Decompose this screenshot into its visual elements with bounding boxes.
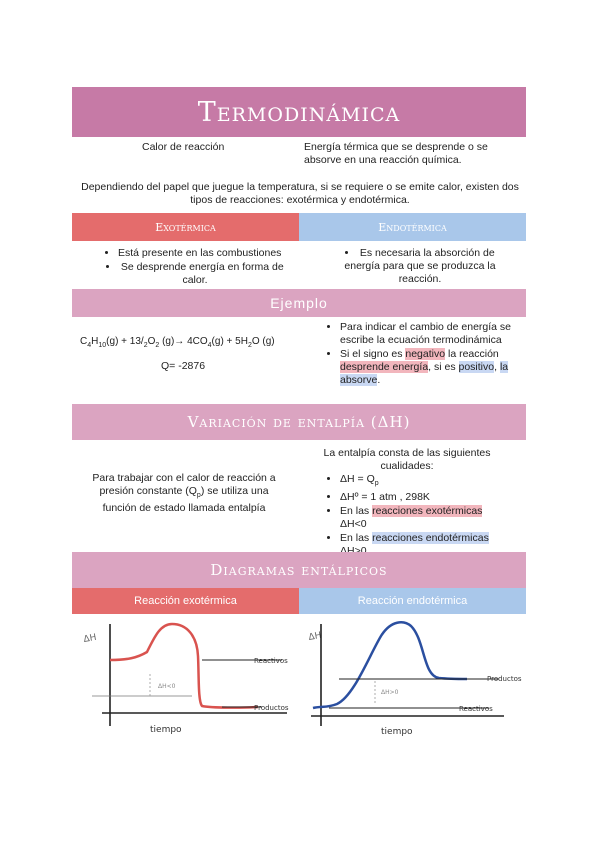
endothermic-diagram [299,616,526,746]
endothermic-diagram-header: Reacción endotérmica [299,588,526,614]
exo-x-label: tiempo [150,725,182,735]
intro-paragraph: Dependiendo del papel que juegue la temperatura, si se requiere o se emite calor, existen dos tipos de reacciones: exotérmica y endotérmica. [81,181,519,206]
example-notes [322,321,518,388]
exo-curve [110,624,258,708]
combustion-equation: $C_4H_{10}(g) + 13/_2O_2$ $(g)\to 4CO_4(g) + 5H_2O$ (g) [80,336,275,349]
list-item: • En las reacciones endotérmicas [340,532,522,558]
list-item: • Está presente en las combustiones [118,247,290,260]
endo-x-label: tiempo [381,727,413,737]
section-variacion-entalpia: Variación de entalpía (ΔH) [72,404,526,440]
exothermic-diagram [72,616,299,746]
endo-productos-label: Productos [487,675,522,683]
enthalpy-qualities [322,447,522,559]
endo-dh-label: ΔH>0 [381,689,399,696]
page-title: Termodinámica [72,87,526,137]
exothermic-diagram-header: Reacción exotérmica [72,588,299,614]
section-diagramas: Diagramas entálpicos [72,552,526,588]
list-item: • Si el signo es negativo la reacción desprende energía, si es positivo, la absorve. [340,348,518,387]
list-item: • $\Delta H = Q_p$ [340,473,522,490]
exo-y-label: ΔH [82,632,98,645]
endothermic-header: Endotérmica [299,213,526,241]
endothermic-list [340,247,500,287]
heat-value: Q= -2876 [161,360,206,372]
exothermic-header: Exotérmica [72,213,299,241]
exo-dh-label: ΔH<0 [158,683,176,690]
list-item: • Para indicar el cambio de energía se escribe la ecuación termodinámica [340,321,518,347]
qualities-intro: La entalpía consta de las siguientes cualidades: [323,447,491,472]
list-item: • En las reacciones exotérmicas ΔH<0 [340,505,522,531]
list-item: • Se desprende energía en forma de calor. [100,261,290,287]
endo-reactivos-label: Reactivos [459,705,493,713]
term-definition: Energía térmica que se desprende o se absorve en una reacción química. [304,141,488,166]
section-ejemplo: Ejemplo [72,289,526,317]
endo-y-label: ΔH [307,630,323,643]
list-item: • ΔHº = 1 atm , 298K [340,491,522,504]
exo-reactivos-label: Reactivos [254,657,288,665]
exothermic-list [100,247,290,288]
exo-productos-label: Productos [254,704,289,712]
list-item: • Es necesaria la absorción de energía para que se produzca la reacción. [340,247,500,286]
enthalpy-explanation: Para trabajar con el calor de reacción a presión constante $(Q_p)$ se utiliza una función de estado llamada entalpía [92,472,276,515]
term-calor-de-reaccion: Calor de reacción [142,141,225,153]
